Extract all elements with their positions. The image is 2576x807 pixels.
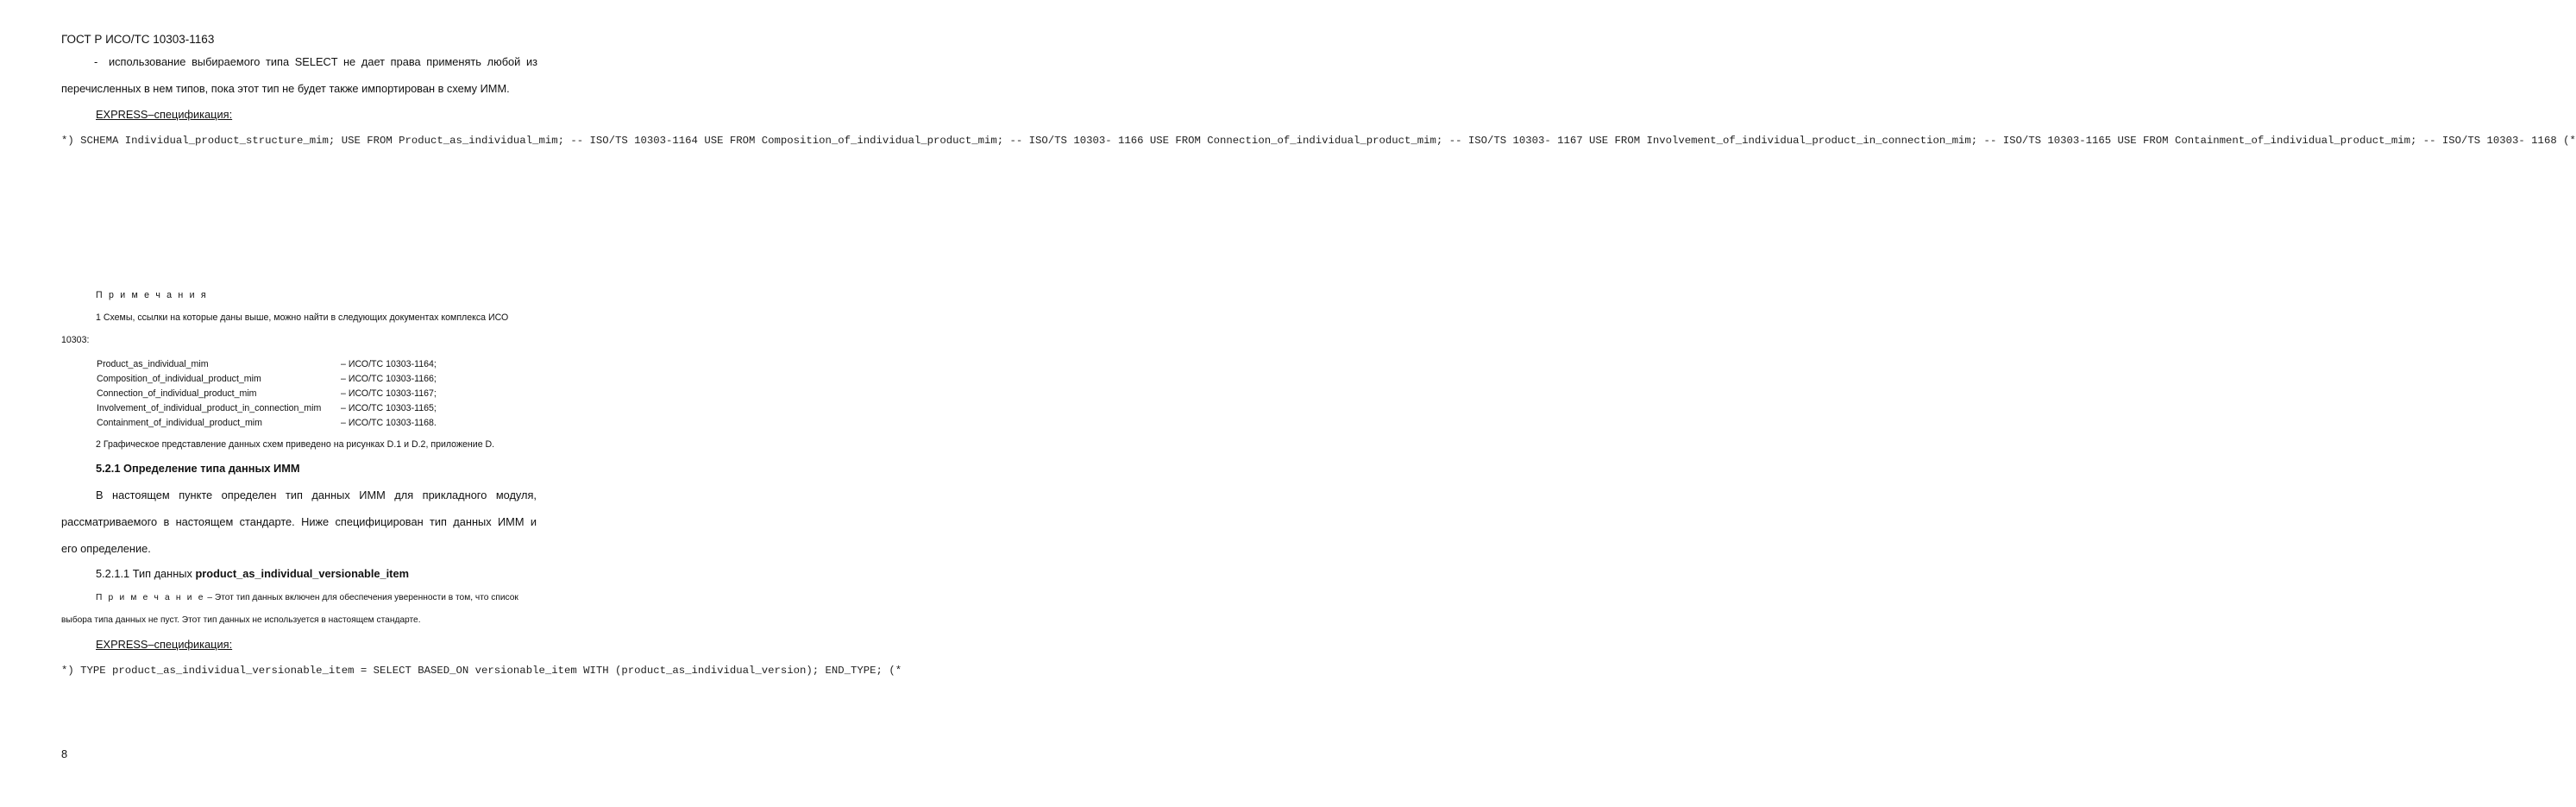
schema-ref: – ИСО/ТС 10303-1166;	[341, 373, 437, 384]
schema-ref: – ИСО/ТС 10303-1167;	[341, 388, 437, 399]
section-5-2-1-para-line-3: его определение.	[61, 542, 151, 555]
schema-row	[97, 415, 437, 430]
note-2: 2 Графическое представление данных схем приведено на рисунках D.1 и D.2, приложение D.	[96, 439, 495, 450]
type-note-line-1	[96, 593, 518, 602]
schema-ref: – ИСО/ТС 10303-1168.	[341, 417, 437, 428]
schema-ref: – ИСО/ТС 10303-1164;	[341, 358, 437, 369]
schema-name: Connection_of_individual_product_mim	[97, 388, 257, 399]
schema-name: Product_as_individual_mim	[97, 358, 209, 369]
document-header: ГОСТ Р ИСО/ТС 10303-1163	[61, 33, 215, 46]
intro-line-2: перечисленных в нем типов, пока этот тип не будет также импортирован в схему ИММ.	[61, 82, 510, 95]
intro-bullet: -	[94, 55, 98, 68]
intro-line-1: использование выбираемого типа SELECT не дает права применять любой из	[109, 55, 537, 68]
note-1-line-1: 1 Схемы, ссылки на которые даны выше, можно найти в следующих документах комплекса ИСО	[96, 312, 509, 323]
section-5-2-1-heading: 5.2.1 Определение типа данных ИММ	[96, 462, 300, 475]
section-5-2-1-para-line-1: В настоящем пункте определен тип данных ИММ для прикладного модуля,	[96, 489, 537, 501]
schema-name: Containment_of_individual_product_mim	[97, 417, 262, 428]
express-spec-label-2: EXPRESS–спецификация:	[96, 638, 233, 651]
schema-reference-list	[97, 356, 437, 430]
section-5-2-1-1-heading	[96, 567, 409, 580]
schema-name: Composition_of_individual_product_mim	[97, 373, 261, 384]
note-1-line-2: 10303:	[61, 335, 90, 345]
notes-heading: П р и м е ч а н и я	[96, 290, 208, 300]
express-spec-label: EXPRESS–спецификация:	[96, 108, 233, 121]
section-5-2-1-para-line-2: рассматриваемого в настоящем стандарте. Ниже специфицирован тип данных ИММ и	[61, 515, 537, 528]
schema-row	[97, 356, 437, 371]
type-note-line-2: выбора типа данных не пуст. Этот тип данных не используется в настоящем стандарте.	[61, 615, 421, 625]
schema-row	[97, 371, 437, 386]
schema-ref: – ИСО/ТС 10303-1165;	[341, 402, 437, 413]
schema-row	[97, 386, 437, 400]
note-label: П р и м е ч а н и е	[96, 593, 205, 602]
heading-prefix: 5.2.1.1 Тип данных	[96, 567, 196, 580]
type-name: product_as_individual_versionable_item	[195, 567, 409, 580]
schema-row	[97, 400, 437, 415]
schema-code-block: *) SCHEMA Individual_product_structure_mim; USE FROM Product_as_individual_mim; -- ISO/TS 10303-1164 USE FROM Composition_of_individual_product_mim; -- ISO/TS 10303- 1166 USE FROM Connection_of_individual_product_mim; -- ISO/TS 10303- 1167 USE FROM Involvement_of_individual_product_in_connection_mim; -- ISO/TS 10303-1165 USE FROM Containment_of_individual_product_mim; -- ISO/TS 10303- 1168 (*	[61, 135, 2576, 147]
schema-name: Involvement_of_individual_product_in_connection_mim	[97, 402, 322, 413]
page-number: 8	[61, 747, 68, 760]
note-text: – Этот тип данных включен для обеспечения уверенности в том, что список	[207, 593, 518, 602]
type-code-block: *) TYPE product_as_individual_versionable_item = SELECT BASED_ON versionable_item WITH (product_as_individual_version); END_TYPE; (*	[61, 665, 902, 677]
